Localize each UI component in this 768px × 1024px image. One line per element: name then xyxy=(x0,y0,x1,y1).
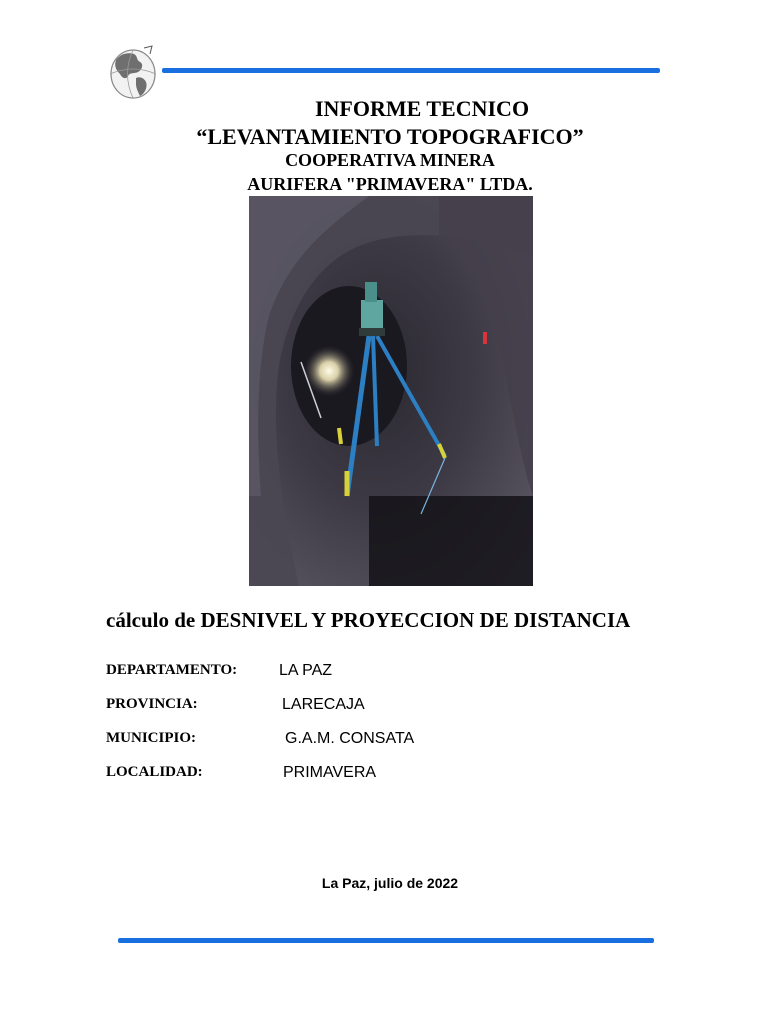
field-value: LARECAJA xyxy=(282,696,365,713)
document-subtitle: cálculo de DESNIVEL Y PROYECCION DE DISTANCIA xyxy=(106,608,631,632)
field-label: DEPARTAMENTO: xyxy=(106,662,238,678)
field-label: PROVINCIA: xyxy=(106,696,198,712)
cooperative-name-line1: COOPERATIVA MINERA xyxy=(285,150,495,170)
cooperative-name-line2: AURIFERA "PRIMAVERA" LTDA. xyxy=(247,174,533,194)
document-date: La Paz, julio de 2022 xyxy=(321,875,459,891)
field-label: MUNICIPIO: xyxy=(106,730,196,746)
bottom-blue-rule xyxy=(118,938,654,943)
field-label: LOCALIDAD: xyxy=(106,764,203,780)
report-subject: “LEVANTAMIENTO TOPOGRAFICO” xyxy=(196,124,584,149)
field-value: LA PAZ xyxy=(279,662,333,679)
tunnel-photo xyxy=(249,196,533,586)
top-blue-rule xyxy=(162,68,660,73)
tunnel-total-station-photo-icon xyxy=(249,196,533,586)
field-value: PRIMAVERA xyxy=(283,764,377,781)
globe-logo-icon xyxy=(106,44,160,102)
report-title: INFORME TECNICO xyxy=(314,96,530,121)
field-value: G.A.M. CONSATA xyxy=(285,730,415,747)
